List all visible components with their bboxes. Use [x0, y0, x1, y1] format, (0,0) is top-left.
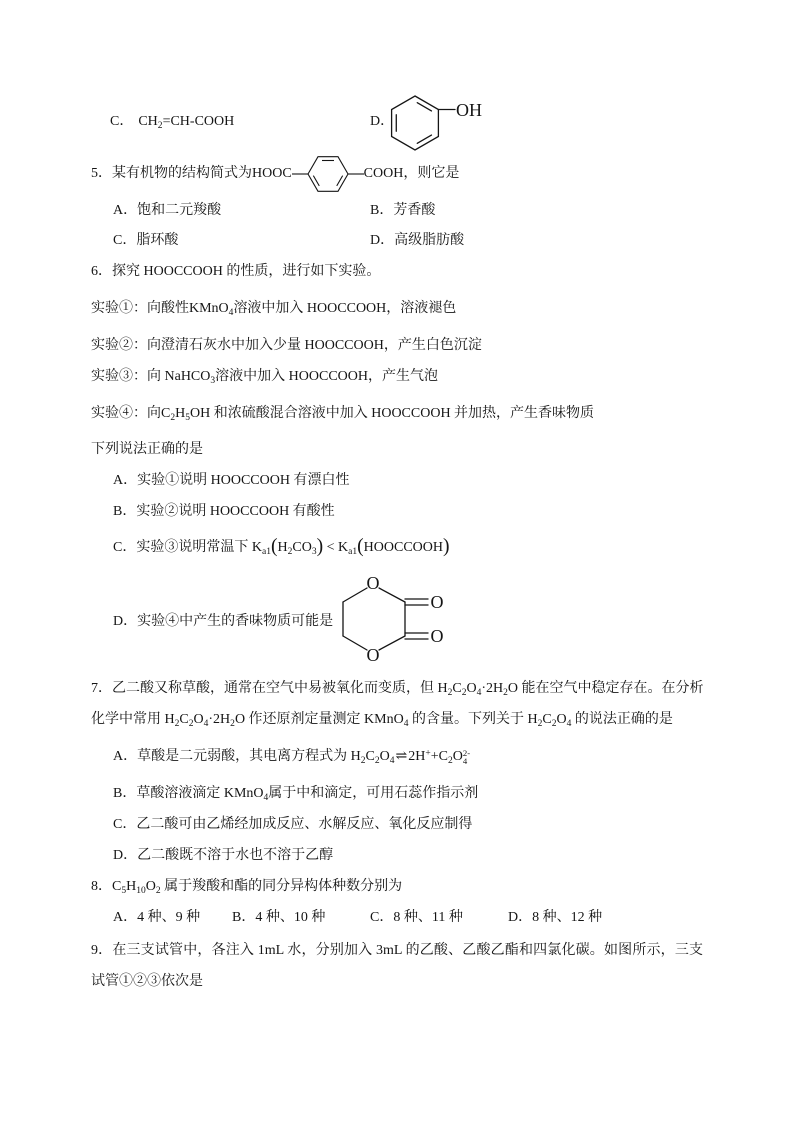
superscript: 2-	[462, 747, 471, 758]
text-segment: O 能在空气中稳定存在。在分析	[507, 681, 704, 696]
text-segment: A．草酸是二元弱酸，其电离方程式为 H	[113, 749, 361, 764]
carbonyl-oxygen-upper: O	[430, 592, 444, 612]
subscript: 5	[121, 885, 127, 896]
subscript: 4	[403, 718, 409, 729]
carbonyl-oxygen-lower: O	[430, 626, 444, 646]
subscript: 4	[476, 687, 482, 698]
question-6-option-a: A．实验①说明 HOOCCOOH 有漂白性	[113, 473, 350, 488]
question-4-option-d-label: D．	[370, 114, 395, 129]
question-7-stem-line-1	[91, 679, 703, 699]
subscript: 10	[136, 885, 146, 896]
subscript: 5	[185, 412, 190, 423]
text-segment: O	[452, 749, 463, 764]
less-than-sign: <	[323, 540, 339, 555]
text-segment: HOOCCOOH	[363, 540, 444, 555]
formula	[138, 114, 234, 129]
text-segment: O 作还原剂定量测定 KMnO	[234, 712, 404, 727]
question-6-option-d: D．实验④中产生的香味物质可能是	[113, 614, 334, 629]
question-6-prompt: 下列说法正确的是	[91, 442, 203, 457]
subscript: 4	[389, 755, 395, 766]
para-benzene-structure	[292, 154, 364, 194]
text-segment: C	[452, 681, 462, 696]
text-segment: O	[145, 879, 156, 894]
phenol-structure	[385, 85, 495, 160]
question-5-stem	[91, 164, 459, 184]
ring-bond	[343, 636, 367, 650]
text-segment: O	[466, 681, 477, 696]
subscript: 2	[551, 718, 557, 729]
subscript: 2	[157, 120, 163, 131]
subscript: 2	[174, 718, 180, 729]
text-segment: 5．某有机物的结构简式为HOOC	[91, 166, 292, 182]
text-segment: B．草酸溶液滴定 KMnO	[113, 786, 264, 801]
subscript: 2	[230, 718, 235, 729]
right-paren: )	[316, 536, 324, 558]
text-segment: 实验④：向C	[91, 406, 171, 421]
subscript: 2	[170, 412, 176, 423]
subscript: 2	[503, 687, 508, 698]
formula-segment: =CH-COOH	[162, 114, 235, 129]
subscript: a1	[348, 546, 358, 557]
question-5-option-d: D．高级脂肪酸	[370, 233, 465, 248]
ring-bond	[343, 588, 367, 602]
ring-bond	[379, 636, 405, 650]
text-segment: 实验①：向酸性KMnO	[91, 301, 229, 316]
question-6-experiment-4	[91, 404, 594, 424]
text-segment: 2H	[408, 749, 426, 764]
text-segment: ·2H	[481, 681, 504, 696]
text-segment: 的说法正确的是	[571, 712, 673, 727]
question-6-stem: 6．探究 HOOCCOOH 的性质，进行如下实验。	[91, 264, 381, 279]
right-paren: )	[443, 536, 450, 558]
text-segment: OH 和浓硫酸混合溶液中加入 HOOCCOOH 并加热，产生香味物质	[190, 406, 595, 421]
benzene-ring	[392, 96, 439, 150]
question-8-option-b: B．4 种、10 种	[232, 910, 326, 925]
text-segment: H	[126, 879, 137, 894]
question-6-experiment-3	[91, 367, 438, 387]
text-segment: C	[542, 712, 552, 727]
subscript: 2	[447, 687, 453, 698]
text-segment: C	[179, 712, 189, 727]
question-8-option-a: A．4 种、9 种	[113, 910, 201, 925]
question-5-option-a: A．饱和二元羧酸	[113, 203, 222, 218]
question-4-option-c	[110, 112, 234, 132]
subscript: 2	[188, 718, 194, 729]
text-segment: O	[193, 712, 204, 727]
text-segment: C．实验③说明常温下	[113, 540, 252, 555]
question-7-stem-line-2	[91, 710, 673, 730]
question-5-option-c: C．脂环酸	[113, 233, 179, 248]
hydroxyl-label: OH	[456, 100, 482, 120]
subscript: 2	[461, 687, 467, 698]
ring-oxygen-bottom: O	[366, 645, 380, 665]
text-segment: O	[556, 712, 567, 727]
left-paren: (	[357, 536, 364, 558]
text-segment: 的含量。下列关于 H	[408, 712, 538, 727]
question-9-stem-line-1: 9．在三支试管中，各注入 1mL 水，分别加入 3mL 的乙酸、乙酸乙酯和四氯化碳。如图所示，三支	[91, 943, 703, 958]
text-segment: 8．C	[91, 879, 122, 894]
constant-symbol: K	[338, 540, 349, 555]
subscript: 4	[566, 718, 572, 729]
question-8-stem	[91, 877, 402, 897]
text-segment: H	[175, 406, 186, 421]
question-6-experiment-1	[91, 299, 456, 319]
text-segment: H	[277, 540, 288, 555]
subscript: 2	[287, 546, 293, 557]
subscript: 2	[374, 755, 380, 766]
question-6-experiment-2: 实验②：向澄清石灰水中加入少量 HOOCCOOH，产生白色沉淀	[91, 338, 482, 353]
text-segment: 溶液中加入 HOOCCOOH，溶液褪色	[233, 301, 457, 316]
text-segment: +C	[430, 749, 448, 764]
cyclic-oxalate-structure	[335, 565, 455, 670]
equilibrium-arrow: ⇌	[395, 749, 408, 764]
text-segment: COOH，则它是	[363, 166, 460, 182]
question-8-option-d: D．8 种、12 种	[508, 910, 603, 925]
subscript: 2	[537, 718, 543, 729]
ring-bond	[379, 588, 405, 602]
formula-segment: CH	[138, 114, 158, 129]
question-6-option-c	[113, 538, 450, 558]
subscript: 4	[263, 792, 269, 803]
subscript: 4	[462, 755, 468, 766]
question-9-stem-line-2: 试管①②③依次是	[91, 974, 203, 989]
question-7-option-c: C．乙二酸可由乙烯经加成反应、水解反应、氧化反应制得	[113, 817, 473, 832]
charge-and-count-stack	[463, 749, 470, 766]
constant-symbol: K	[251, 540, 262, 555]
subscript: 4	[203, 718, 209, 729]
question-6-option-b: B．实验②说明 HOOCCOOH 有酸性	[113, 504, 335, 519]
option-label: C．	[110, 114, 134, 129]
question-8-option-c: C．8 种、11 种	[370, 910, 463, 925]
text-segment: C	[365, 749, 375, 764]
text-segment: CO	[292, 540, 312, 555]
subscript: 2	[155, 885, 161, 896]
subscript: 3	[311, 546, 317, 557]
ring-oxygen-top: O	[366, 573, 380, 593]
subscript: a1	[261, 546, 271, 557]
superscript: +	[425, 748, 431, 759]
question-7-option-b	[113, 784, 478, 804]
question-7-option-a	[113, 747, 470, 767]
subscript: 2	[360, 755, 366, 766]
subscript: 3	[210, 375, 216, 386]
benzene-ring	[308, 157, 348, 192]
text-segment: 实验③：向 NaHCO	[91, 369, 211, 384]
subscript: 4	[228, 307, 234, 318]
question-7-option-d: D．乙二酸既不溶于水也不溶于乙醇	[113, 848, 334, 863]
text-segment: 溶液中加入 HOOCCOOH，产生气泡	[215, 369, 438, 384]
text-segment: 7．乙二酸又称草酸，通常在空气中易被氧化而变质，但 H	[91, 681, 448, 696]
subscript: 2	[447, 755, 453, 766]
left-paren: (	[270, 536, 278, 558]
text-segment: 属于中和滴定，可用石蕊作指示剂	[268, 786, 479, 801]
text-segment: 属于羧酸和酯的同分异构体种数分别为	[160, 879, 403, 894]
question-5-option-b: B．芳香酸	[370, 203, 436, 218]
text-segment: O	[379, 749, 390, 764]
text-segment: ·2H	[208, 712, 231, 727]
text-segment: 化学中常用 H	[91, 712, 175, 727]
